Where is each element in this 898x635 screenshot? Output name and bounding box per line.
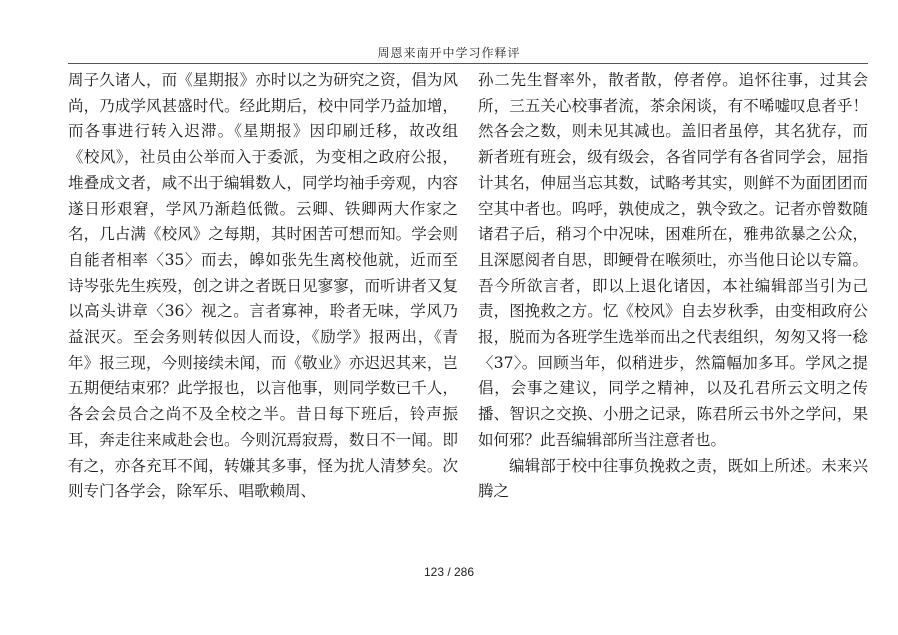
left-text-column [68,68,458,505]
right-text-column [478,68,868,505]
running-header-title: 周恩来南开中学习作释评 [377,46,521,60]
right-paragraph-continued: 编辑部于校中往事负挽救之责，既如上所述。未来兴腾之 [478,456,868,501]
left-paragraph: 周子久诸人，而《星期报》亦时以之为研究之资，倡为风尚，乃成学风甚盛时代。经此期后，校中同学乃益加增，而各事进行转入迟滞。《星期报》因印刷迁移，故改组《校风》，社员由公举而入于委派，为变相之政府公报，堆叠成文者，咸不出于编辑数人，同学均袖手旁观，内容遂日形艰窘，学风乃渐趋低微。云卿、铁卿两大作家之名，几占满《校风》之每期，其时困苦可想而知。学会则自能者相率〈35〉而去，皞如张先生离校他就，近而至诗岑张先生疾殁，创之讲之者既日见寥寥，而听讲者又复以高头讲章〈36〉视之。言者寡神，聆者无味，学风乃益泯灭。至会务则转似因人而设，《励学》报两出，《青年》报三现，今则接续未闻，而《敬业》亦迟迟其来，岂五期便结束邪？此学报也，以言他事，则同学数已千人，各会会员合之尚不及全校之半。昔日每下班后，铃声振耳，奔走往来咸赴会也。今则沉焉寂焉，数日不一闻。即有之，亦各充耳不闻，转嫌其多事，怪为扰人清梦矣。次则专门各学会，除军乐、唱歌赖周、 [68,71,458,501]
right-paragraph: 孙二先生督率外，散者散，停者停。追怀往事，过其会所，三五关心校事者流，茶余闲谈，有不唏嘘叹息者乎！然各会之数，则未见其减也。盖旧者虽停，其名犹存，而新者班有班会，级有级会，各省同学有各省同学会，屈指计其名，伸屈当忘其数，试略考其实，则鲜不为面团团而空其中者也。呜呼，孰使成之，孰令致之。记者亦曾数随诸君子后，稍习个中况味，困难所在，雅弗欲暴之公众，且深愿阅者自思，即鲠骨在喉须吐，亦当他日论以专篇。吾今所欲言者，即以上退化诸因，本社编辑部当引为己责，图挽救之方。忆《校风》自去岁秋季，由变相政府公报，脱而为各班学生选举而出之代表组织，匆匆又将一稔〈37〉。回顾当年，似稍进步，然篇幅加多耳。学风之提倡，会事之建议，同学之精神，以及孔君所云文明之传播、智识之交换、小册之记录，陈君所云书外之学问，果如何邪？此吾编辑部所当注意者也。 [478,71,868,449]
header-divider [68,63,868,64]
page-number: 123 / 286 [423,565,475,579]
